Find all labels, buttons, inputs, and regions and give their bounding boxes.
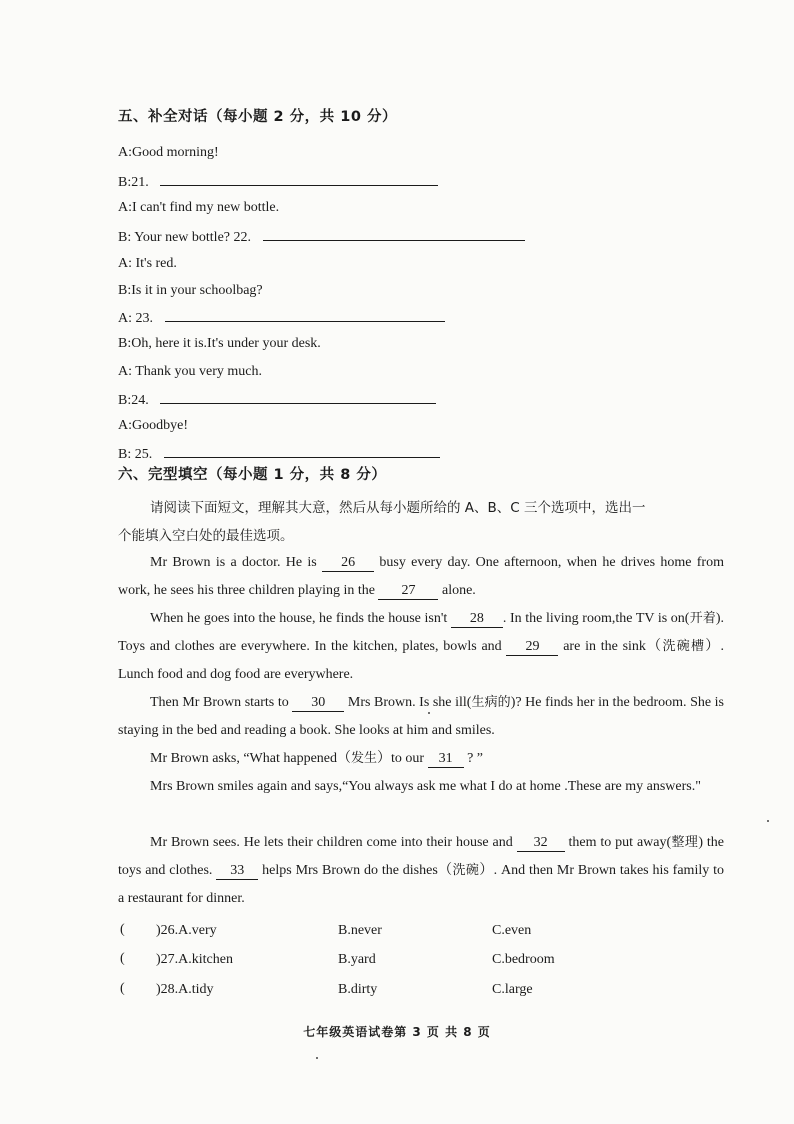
section-6-heading: 六、完型填空（每小题 1 分，共 8 分）: [118, 467, 387, 483]
option-b: B.dirty: [338, 982, 378, 997]
answer-blank[interactable]: [263, 227, 525, 241]
dialog-line: A: It's red.: [118, 256, 177, 271]
answer-paren[interactable]: (: [120, 981, 125, 996]
passage-paragraph-2: When he goes into the house, he finds the house isn't 28 . In the living room,the TV is on(开着). Toys and clothes are everywhere. In the kitchen, plates, bowls and 29 are in the sink（洗碗槽）. Lunch food and dog food are everywhere.: [118, 611, 725, 682]
blank-31[interactable]: 31: [428, 751, 464, 768]
blank-26[interactable]: 26: [322, 555, 374, 572]
question-label: )27.A.kitchen: [156, 952, 233, 967]
dialog-line-blank: B: 25.: [118, 444, 440, 464]
blank-30[interactable]: 30: [292, 695, 344, 712]
scan-speck: [428, 712, 430, 714]
blank-29[interactable]: 29: [506, 639, 558, 656]
passage-paragraph-6: Mr Brown sees. He lets their children come into their house and 32 them to put away(整理) the toys and clothes. 33 helps Mrs Brown do the dishes（洗碗）. And then Mr Brown takes his family to a restaurant for dinner.: [118, 835, 724, 906]
dialog-line-blank: B: Your new bottle? 22.: [118, 227, 525, 247]
dialog-line-blank: B:24.: [118, 390, 436, 410]
dialog-line-blank: A: 23.: [118, 308, 445, 328]
blank-27[interactable]: 27: [378, 583, 438, 600]
option-c: C.large: [492, 982, 533, 997]
dialog-line: B:Oh, here it is.It's under your desk.: [118, 336, 321, 351]
blank-32[interactable]: 32: [517, 835, 565, 852]
blank-28[interactable]: 28: [451, 611, 503, 628]
dialog-line: A:Goodbye!: [118, 418, 188, 433]
option-c: C.even: [492, 923, 532, 938]
dialog-line: A:I can't find my new bottle.: [118, 200, 280, 215]
answer-paren[interactable]: (: [120, 951, 125, 966]
passage-paragraph-4: Mr Brown asks, “What happened（发生）to our 31 ? ”: [150, 751, 484, 766]
answer-blank[interactable]: [164, 444, 440, 458]
passage-paragraph-3: Then Mr Brown starts to 30 Mrs Brown. Is she ill(生病的)? He finds her in the bedroom. She is staying in the bed and reading a book. She looks at him and smiles.: [118, 695, 724, 738]
answer-paren[interactable]: (: [120, 922, 125, 937]
dialog-line-blank: B:21.: [118, 172, 438, 192]
dialog-line: A: Thank you very much.: [118, 364, 262, 379]
section-5-heading: 五、补全对话（每小题 2 分，共 10 分）: [118, 109, 397, 125]
option-b: B.yard: [338, 952, 376, 967]
option-c: C.bedroom: [492, 952, 555, 967]
passage-paragraph-1: Mr Brown is a doctor. He is 26 busy every day. One afternoon, when he drives home from work, he sees his three children playing in the 27 alone.: [118, 555, 724, 598]
blank-33[interactable]: 33: [216, 863, 258, 880]
instruction: 请阅读下面短文，理解其大意，然后从每小题所给的 A、B、C 三个选项中，选出一 个能填入空白处的最佳选项。: [118, 500, 646, 544]
scan-speck: [316, 1057, 318, 1059]
question-label: )26.A.very: [156, 923, 217, 938]
passage-paragraph-5: Mrs Brown smiles again and says,“You always ask me what I do at home .These are my answers.": [150, 779, 701, 794]
answer-blank[interactable]: [160, 390, 436, 404]
dialog-line: A:Good morning!: [118, 145, 219, 160]
question-label: )28.A.tidy: [156, 982, 214, 997]
scan-speck: [767, 820, 769, 822]
answer-blank[interactable]: [165, 308, 445, 322]
dialog-line: B:Is it in your schoolbag?: [118, 283, 263, 298]
page-footer: 七年级英语试卷第 3 页 共 8 页: [303, 1025, 491, 1039]
answer-blank[interactable]: [160, 172, 438, 186]
option-b: B.never: [338, 923, 382, 938]
